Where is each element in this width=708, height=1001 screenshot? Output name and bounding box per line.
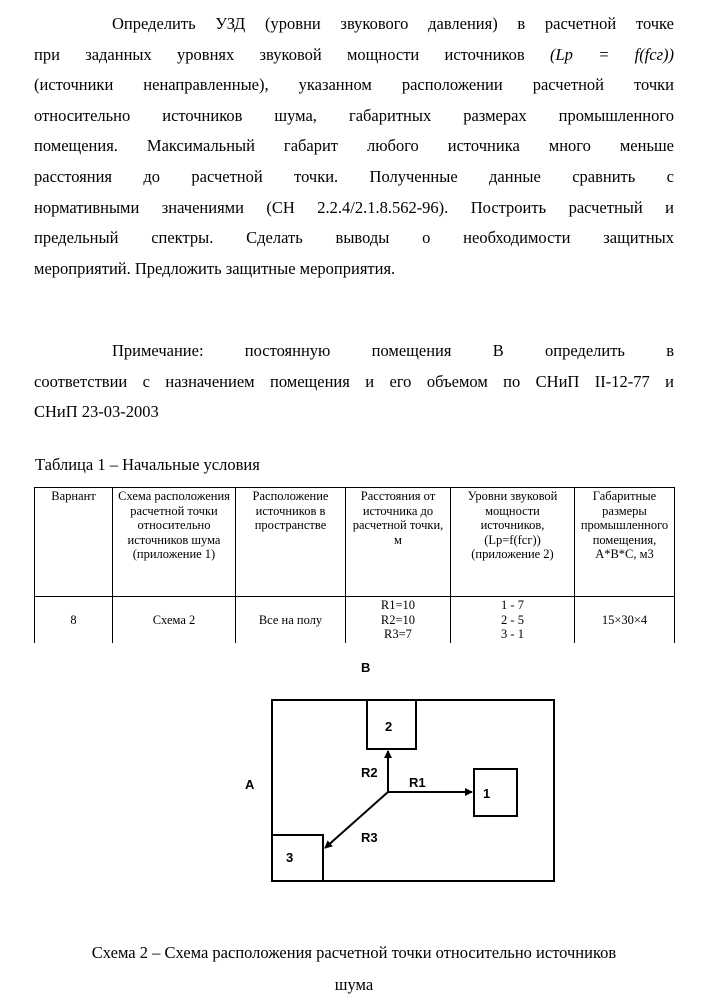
- source-3-box: [272, 835, 323, 881]
- r2-label: R2: [361, 765, 378, 780]
- task-paragraph: [34, 9, 674, 284]
- r1-label: R1: [409, 775, 426, 790]
- scheme-caption-line: шума: [334, 975, 374, 994]
- task-line: Определить УЗД (уровни звукового давления) в расчетной точке: [112, 14, 674, 33]
- header-dimensions: Габаритные размеры промышленного помещения, А*В*С, м3: [575, 488, 675, 597]
- label-a: А: [245, 777, 255, 792]
- note-line: СНиП 23-03-2003: [34, 402, 159, 422]
- source-2-label: 2: [385, 719, 393, 734]
- scheme-diagram: [0, 640, 708, 910]
- task-line-with-formula: [34, 40, 674, 71]
- task-line: нормативными значениями (СН 2.2.4/2.1.8.562-96). Построить расчетный и: [34, 197, 674, 217]
- cell-placement: Все на полу: [236, 597, 346, 644]
- level-3: 3 - 1: [501, 627, 524, 642]
- note-line: соответствии с назначением помещения и его объемом по СНиП II-12-77 и: [34, 371, 674, 391]
- cell-variant: 8: [35, 597, 113, 644]
- table-header-row: [35, 488, 675, 597]
- table-row: [35, 597, 675, 644]
- task-line: предельный спектры. Сделать выводы о необходимости защитных: [34, 228, 674, 248]
- level-1: 1 - 7: [501, 598, 524, 613]
- table-caption: Таблица 1 – Начальные условия: [35, 455, 260, 474]
- distance-r3: R3=7: [384, 627, 412, 642]
- task-line-text: при заданных уровнях звуковой мощности источников: [34, 44, 525, 64]
- task-line: помещения. Максимальный габарит любого источника много меньше: [34, 136, 674, 156]
- formula: (Lp = f(fсг)): [549, 44, 675, 64]
- task-line: относительно источников шума, габаритных размерах промышленного: [34, 105, 674, 125]
- label-b: В: [361, 660, 371, 675]
- source-3-label: 3: [286, 850, 294, 865]
- header-distances: Расстояния от источника до расчетной точки, м: [346, 488, 451, 597]
- r3-label: R3: [361, 830, 378, 845]
- cell-levels: [451, 597, 575, 644]
- conditions-table: [34, 487, 675, 643]
- scheme-caption-line: Схема 2 – Схема расположения расчетной точки относительно источников: [91, 943, 617, 962]
- task-line: мероприятий. Предложить защитные мероприятия.: [34, 258, 396, 278]
- header-placement: Расположение источников в пространстве: [236, 488, 346, 597]
- task-line: расстояния до расчетной точки. Полученные данные сравнить с: [34, 166, 674, 186]
- source-1-label: 1: [483, 786, 491, 801]
- source-1-box: [474, 769, 517, 816]
- header-scheme: Схема расположения расчетной точки относительно источников шума (приложение 1): [113, 488, 236, 597]
- task-line: (источники ненаправленные), указанном расположении расчетной точки: [34, 75, 674, 95]
- header-variant: Варнант: [35, 488, 113, 597]
- level-2: 2 - 5: [501, 612, 524, 627]
- scheme-caption: [34, 937, 674, 1001]
- distance-r2: R2=10: [380, 612, 416, 627]
- r3-arrow: [325, 792, 388, 848]
- note-paragraph: [34, 336, 674, 428]
- note-line: Примечание: постоянную помещения В определить в: [112, 341, 674, 360]
- cell-dimensions: 15×30×4: [575, 597, 675, 644]
- cell-scheme: Схема 2: [113, 597, 236, 644]
- distance-r1: R1=10: [380, 598, 416, 613]
- cell-distances: [346, 597, 451, 644]
- header-levels: Уровни звуковой мощности источников, (Lp=f(fсг)) (приложение 2): [451, 488, 575, 597]
